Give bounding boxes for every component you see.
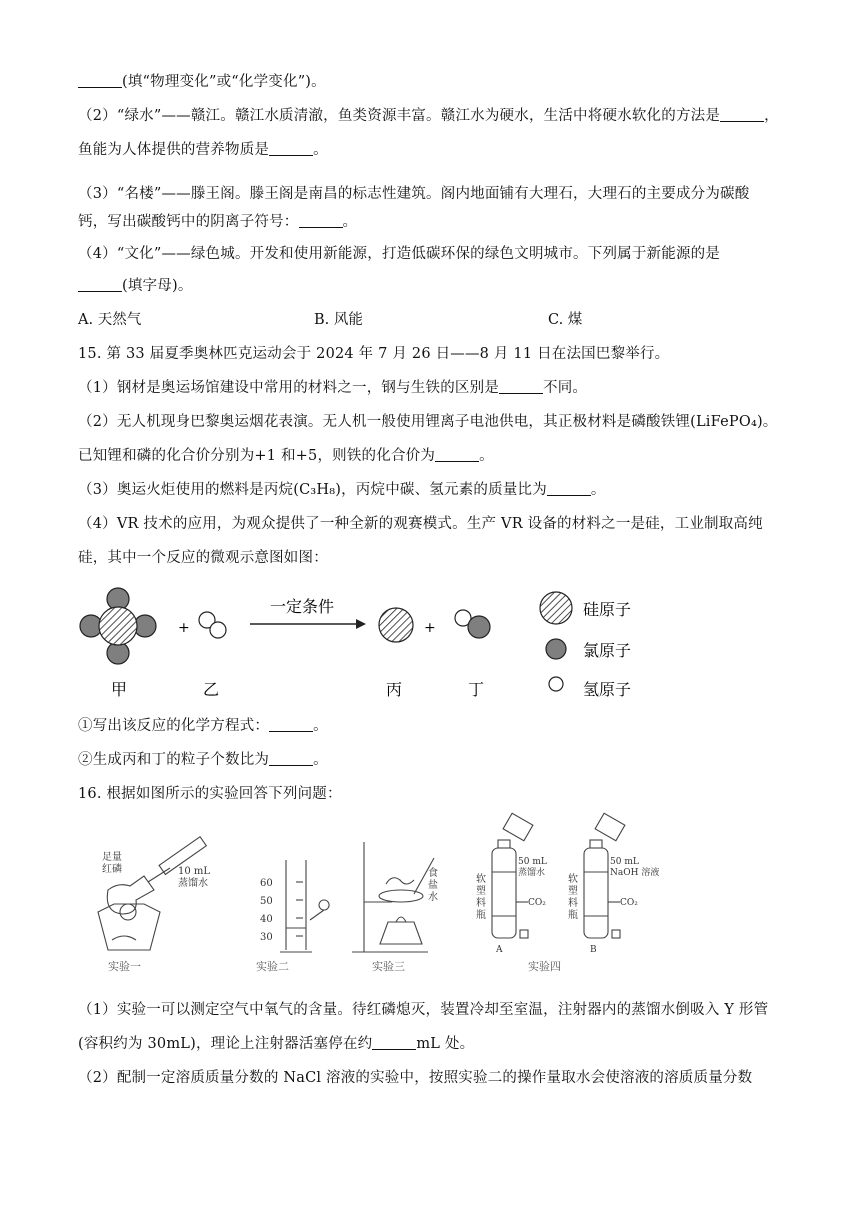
option-a: A. 天然气 [78,312,142,328]
q14-line-d: （3）“名楼”——滕王阁。滕王阁是南昌的标志性建筑。阁内地面铺有大理石，大理石的主要成分为碳酸 [78,186,750,202]
q15-line-b: （2）无人机现身巴黎奥运烟花表演。无人机一般使用锂离子电池供电，其正极材料是磷酸铁锂(LiFePO₄)。 [78,414,778,430]
q15-line-c: 已知锂和磷的化合价分别为+1 和+5，则铁的化合价为 。 [78,448,494,464]
label-jia: 甲 [111,680,128,699]
exp4b-bottle-2: 塑 [568,886,578,897]
experiment-3 [352,842,434,952]
exp4b-label-a: 50 mL [610,857,639,867]
exp4a-bottle-3: 料 [476,898,486,909]
molecule-ding [455,610,490,638]
label-yi: 乙 [203,680,220,699]
molecule-bing [379,608,413,642]
option-c: C. 煤 [548,312,583,328]
legend-cl-marker [546,639,566,659]
label-ding: 丁 [468,680,485,699]
exp3-label-c: 水 [428,892,438,903]
q14-line-c: 鱼能为人体提供的营养物质是 。 [78,142,328,158]
experiments-figure [88,812,660,977]
q15-line-d: （3）奥运火炬使用的燃料是丙烷(C₃H₈)，丙烷中碳、氢元素的质量比为 。 [78,482,606,498]
exp4a-letter: A [496,945,503,955]
q16-line-c: （2）配制一定溶质质量分数的 NaCl 溶液的实验中，按照实验二的操作量取水会使溶液的溶质质量分数 [78,1070,753,1086]
legend-h-marker [549,677,563,691]
exp4b-bottle-1: 软 [568,874,578,885]
exp1-label-d: 蒸馏水 [178,878,208,889]
legend-h: 氢原子 [583,680,632,699]
legend-cl: 氯原子 [583,641,632,660]
q14-line-g: (填字母)。 [78,276,193,296]
exp3-caption: 实验三 [372,960,405,973]
exp3-label-b: 盐 [428,880,438,891]
exp4b-label-b: NaOH 溶液 [610,868,660,878]
molecule-yi [199,612,226,638]
q16-line-a: （1）实验一可以测定空气中氧气的含量。待红磷熄灭，装置冷却至室温，注射器内的蒸馏水倒吸入 Y 形管 [78,1002,769,1018]
tick-30: 30 [260,932,273,943]
exp4a-bottle-2: 塑 [476,886,486,897]
exp1-label-a: 足量 [102,852,122,863]
reaction-diagram [70,574,670,704]
exp4b-letter: B [590,945,597,955]
q15-sub-2: ②生成丙和丁的粒子个数比为 。 [78,752,328,768]
q14-line-a: (填“物理变化”或“化学变化”)。 [78,72,326,92]
exp2-caption: 实验二 [256,960,289,973]
reaction-condition: 一定条件 [270,597,335,616]
q15-title: 15. 第 33 届夏季奥林匹克运动会于 2024 年 7 月 26 日——8 月 11 日在法国巴黎举行。 [78,346,670,362]
q16-title: 16. 根据如图所示的实验回答下列问题： [78,786,342,802]
tick-40: 40 [260,914,273,925]
experiment-2 [280,860,329,952]
q15-line-a: （1）钢材是奥运场馆建设中常用的材料之一，钢与生铁的区别是 不同。 [78,380,588,396]
answer-blank [78,73,122,88]
exp1-caption: 实验一 [108,960,141,973]
tick-50: 50 [260,896,273,907]
q14-line-b: （2）“绿水”——赣江。赣江水质清澈，鱼类资源丰富。赣江水为硬水，生活中将硬水软化的方法是 ， [78,108,779,124]
q15-line-e: （4）VR 技术的应用，为观众提供了一种全新的观赛模式。生产 VR 设备的材料之一是硅，工业制取高纯 [78,516,763,532]
plus-sign-2: + [424,620,436,636]
exp1-label-b: 红磷 [102,864,122,875]
q15-line-f: 硅，其中一个反应的微观示意图如图： [78,550,328,566]
q14-line-e: 钙，写出碳酸钙中的阴离子符号： 。 [78,214,358,230]
exp4a-co2: CO₂ [528,898,546,908]
exp4b-bottle-3: 料 [568,898,578,909]
exp4a-bottle-1: 软 [476,874,486,885]
tick-60: 60 [260,878,273,889]
exp4b-bottle-4: 瓶 [568,910,578,921]
exp4-caption: 实验四 [528,960,561,973]
q16-line-b: (容积约为 30mL)，理论上注射器活塞停在约 mL 处。 [78,1036,475,1052]
legend-si: 硅原子 [583,600,632,619]
exp4b-co2: CO₂ [620,898,638,908]
plus-sign-1: + [178,620,190,636]
q15-sub-1: ①写出该反应的化学方程式： 。 [78,718,328,734]
exp4a-bottle-4: 瓶 [476,910,486,921]
legend-si-marker [540,592,572,624]
exp1-label-c: 10 mL [178,866,211,877]
exp3-label-a: 食 [428,868,438,879]
exp4a-label-a: 50 mL [518,857,547,867]
option-b: B. 风能 [314,312,363,328]
exp4a-label-b: 蒸馏水 [518,868,546,878]
q14-line-f: （4）“文化”——绿色城。开发和使用新能源，打造低碳环保的绿色文明城市。下列属于新能源的是 [78,246,721,262]
label-bing: 丙 [386,680,403,699]
molecule-jia [80,588,156,664]
